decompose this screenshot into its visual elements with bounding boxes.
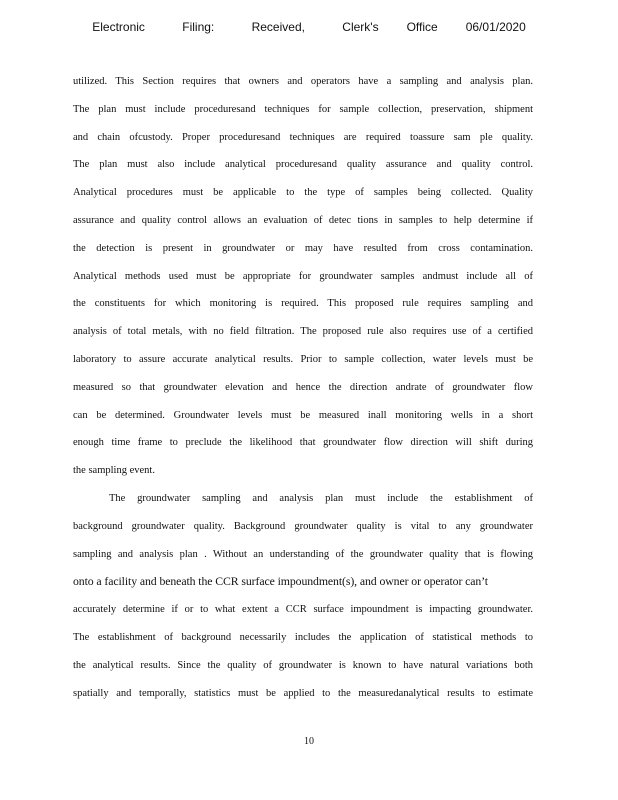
text-line: the sampling event. bbox=[73, 465, 155, 477]
text-line: analysis of total metals, with no field filtration. The proposed rule also requires use of a certified bbox=[73, 326, 533, 338]
text-line: the constituents for which monitoring is required. This proposed rule requires sampling and bbox=[73, 298, 533, 310]
text-line: sampling and analysis plan . Without an understanding of the groundwater quality that is flowing bbox=[73, 548, 533, 560]
text-line: Analytical methods used must be appropriate for groundwater samples andmust include all of bbox=[73, 270, 533, 282]
text-line: utilized. This Section requires that owners and operators have a sampling and analysis plan. bbox=[73, 76, 533, 87]
text-line: the detection is present in groundwater or may have resulted from cross contamination. bbox=[73, 242, 533, 254]
text-line: can be determined. Groundwater levels must be measured inall monitoring wells in a short bbox=[73, 409, 533, 421]
text-line: onto a facility and beneath the CCR surface impoundment(s), and owner or operator can’t bbox=[73, 574, 488, 589]
body-text bbox=[73, 68, 533, 707]
text-line: measured so that groundwater elevation and hence the direction andrate of groundwater flow bbox=[73, 381, 533, 393]
text-line: The plan must include proceduresand techniques for sample collection, preservation, shipment bbox=[73, 103, 533, 115]
text-line: The establishment of background necessarily includes the application of statistical methods to bbox=[73, 631, 533, 643]
text-line: The groundwater sampling and analysis plan must include the establishment of bbox=[109, 492, 533, 504]
text-line: assurance and quality control allows an evaluation of detec tions in samples to help determine if bbox=[73, 214, 533, 226]
text-line: and chain ofcustody. Proper proceduresand techniques are required toassure sam ple quality. bbox=[73, 131, 533, 143]
text-line: spatially and temporally, statistics must be applied to the measuredanalytical results to estimate bbox=[73, 687, 533, 699]
text-line: accurately determine if or to what extent a CCR surface impoundment is impacting groundwater. bbox=[73, 604, 533, 616]
text-line: the analytical results. Since the quality of groundwater is known to have natural variations both bbox=[73, 659, 533, 671]
text-line: The plan must also include analytical proceduresand quality assurance and quality control. bbox=[73, 159, 533, 171]
filing-header: Electronic Filing: Received, Clerk's Office 06/01/2020 bbox=[92, 20, 526, 34]
text-line: background groundwater quality. Background groundwater quality is vital to any groundwater bbox=[73, 520, 533, 532]
paragraph-1 bbox=[73, 68, 533, 485]
text-line: Analytical procedures must be applicable to the type of samples being collected. Quality bbox=[73, 187, 533, 199]
text-line: enough time frame to preclude the likelihood that groundwater flow direction will shift during bbox=[73, 437, 533, 449]
page-number: 10 bbox=[304, 736, 314, 747]
paragraph-2 bbox=[73, 485, 533, 707]
text-line: laboratory to assure accurate analytical results. Prior to sample collection, water levels must be bbox=[73, 353, 533, 365]
